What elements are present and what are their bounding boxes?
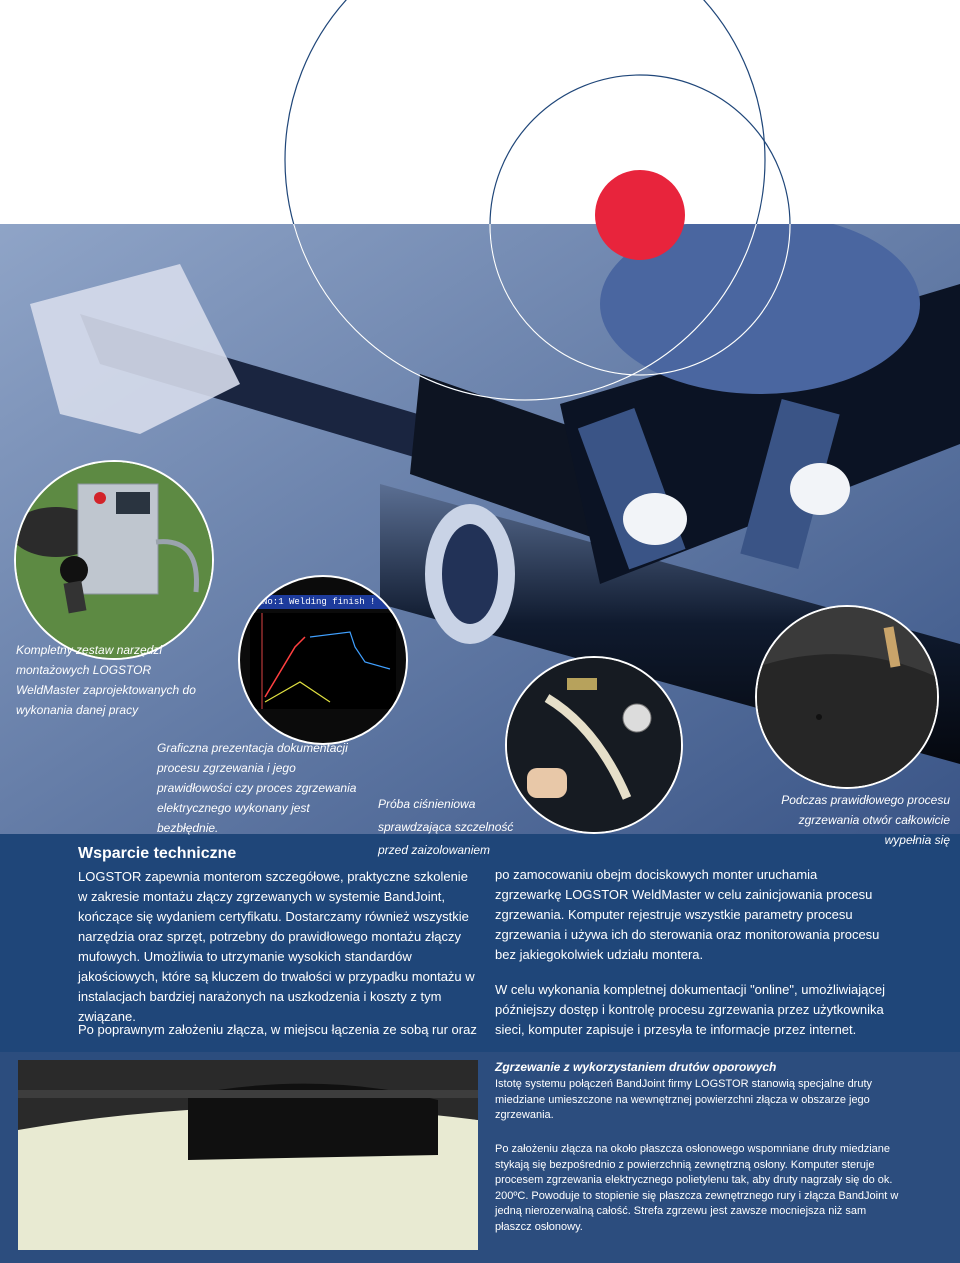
right-paragraph-1: po zamocowaniu obejm dociskowych monter uruchamia zgrzewarkę LOGSTOR WeldMaster w celu zainicjowania procesu zgrzewania. Komputer rejestruje wszystkie parametry procesu zgrzewania i używa ich do sterowania oraz monitorowania procesu bez jakiegokolwiek udziału montera. bbox=[495, 867, 880, 962]
right-paragraph-2: W celu wykonania kompletnej dokumentacji "online", umożliwiającej późniejszy dostęp i kontrolę procesu zgrzewania przez użytkownika sieci, komputer zapisuje i przesyła te informacje przez internet. bbox=[495, 982, 886, 1037]
caption-toolkit: Kompletny zestaw narzędzi montażowych LOGSTOR WeldMaster zaprojektowanych do wykonania danej pracy bbox=[16, 643, 196, 717]
caption-graph: Graficzna prezentacja dokumentacji procesu zgrzewania i jego prawidłowości czy proces zgrzewania elektrycznego wykonany jest bezbłędnie. bbox=[157, 741, 357, 835]
wires-paragraph-2: Po założeniu złącza na około płaszcza osłonowego wspomniane druty miedziane stykają się bezpośrednio z powierzchnią zewnętrzną osłony. Komputer steruje procesem zgrzewania elektrycznego polietylenu tak, aby druty nagrzały się do ok. 200ºC. Powoduje to stopienie się płaszcza zewnętrznego rury i złącza BandJoint w jedną nierozerwalną całość. Strefa zgrzewu jest zawsze mocniejsza niż sam płaszcz osłonowy. bbox=[495, 1143, 899, 1233]
caption-weld-hole: Podczas prawidłowego procesu zgrzewania otwór całkowicie wypełnia się bbox=[781, 793, 950, 847]
weld-hole-photo bbox=[755, 605, 939, 789]
section-heading-support: Wsparcie techniczne bbox=[78, 845, 237, 862]
wires-paragraph-1: Istotę systemu połączeń BandJoint firmy LOGSTOR stanowią specjalne druty miedziane umieszczone na wewnętrznej powierzchni złącza w obszarze jego zgrzewania. bbox=[495, 1078, 873, 1121]
section-heading-wires: Zgrzewanie z wykorzystaniem drutów oporowych bbox=[495, 1060, 777, 1074]
graph-screen-photo bbox=[238, 575, 408, 745]
caption-pressure-test: Próba ciśnieniowa sprawdzająca szczelność przed zaizolowaniem bbox=[378, 797, 514, 857]
support-paragraph-2: Po poprawnym założeniu złącza, w miejscu łączenia ze sobą rur oraz bbox=[78, 1022, 477, 1037]
toolkit-photo bbox=[14, 460, 214, 660]
screen-title: No:1 Welding finish ! bbox=[258, 595, 392, 609]
red-dot bbox=[595, 170, 685, 260]
joint-cross-section-photo bbox=[18, 1060, 478, 1250]
support-paragraph-1: LOGSTOR zapewnia monterom szczegółowe, praktyczne szkolenie w zakresie montażu złączy zgrzewanych w systemie BandJoint, kończące się wydaniem certyfikatu. Dostarczamy również wszystkie narzędzia oraz sprzęt, potrzebny do prawidłowego montażu złączy mufowych. Umożliwia to utrzymanie wysokich standardów jakościowych, które są kluczem do trwałości w przypadku montażu w instalacjach bardziej narażonych na uszkodzenia i koszty z tym związane. bbox=[78, 869, 475, 1024]
